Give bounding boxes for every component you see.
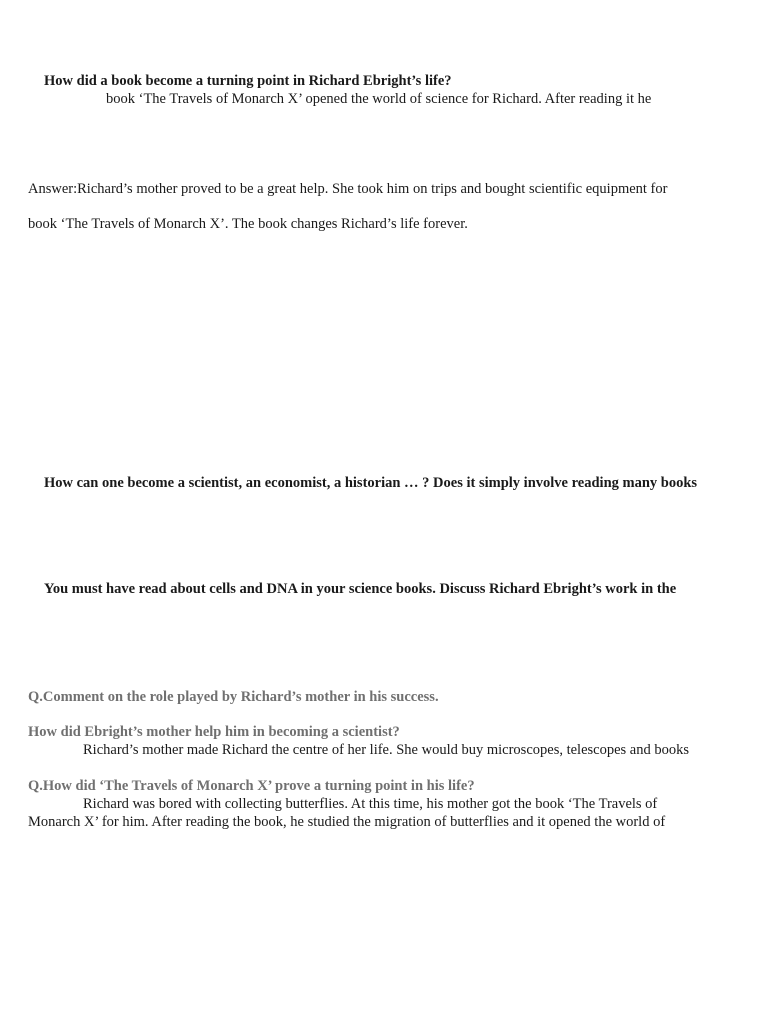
answer-mother-help-line2: book ‘The Travels of Monarch X’. The book changes Richard’s life forever.	[28, 216, 468, 232]
question-travels-monarch: Q.How did ‘The Travels of Monarch X’ prove a turning point in his life?	[28, 778, 475, 794]
answer-turning-point-text: book ‘The Travels of Monarch X’ opened the world of science for Richard. After reading it he	[106, 91, 652, 107]
answer-mother-help-line1: Answer:Richard’s mother proved to be a great help. She took him on trips and bought scientific equipment for	[28, 181, 668, 197]
question-mother-help: How did Ebright’s mother help him in becoming a scientist?	[28, 724, 400, 740]
answer-mother-help-text: Richard’s mother made Richard the centre of her life. She would buy microscopes, telescopes and books	[83, 742, 690, 758]
question-turning-point: How did a book become a turning point in Richard Ebright’s life?	[44, 73, 452, 89]
question-mother-role: Q.Comment on the role played by Richard’s mother in his success.	[28, 689, 439, 705]
question-cells-dna: You must have read about cells and DNA in your science books. Discuss Richard Ebright’s work in the	[44, 581, 677, 597]
question-become-scientist: How can one become a scientist, an economist, a historian … ? Does it simply involve reading many books	[44, 475, 698, 491]
answer-travels-monarch-line2: Monarch X’ for him. After reading the book, he studied the migration of butterflies and it opened the world of	[28, 814, 666, 830]
answer-travels-monarch-line1: Richard was bored with collecting butterflies. At this time, his mother got the book ‘The Travels of	[83, 796, 658, 812]
